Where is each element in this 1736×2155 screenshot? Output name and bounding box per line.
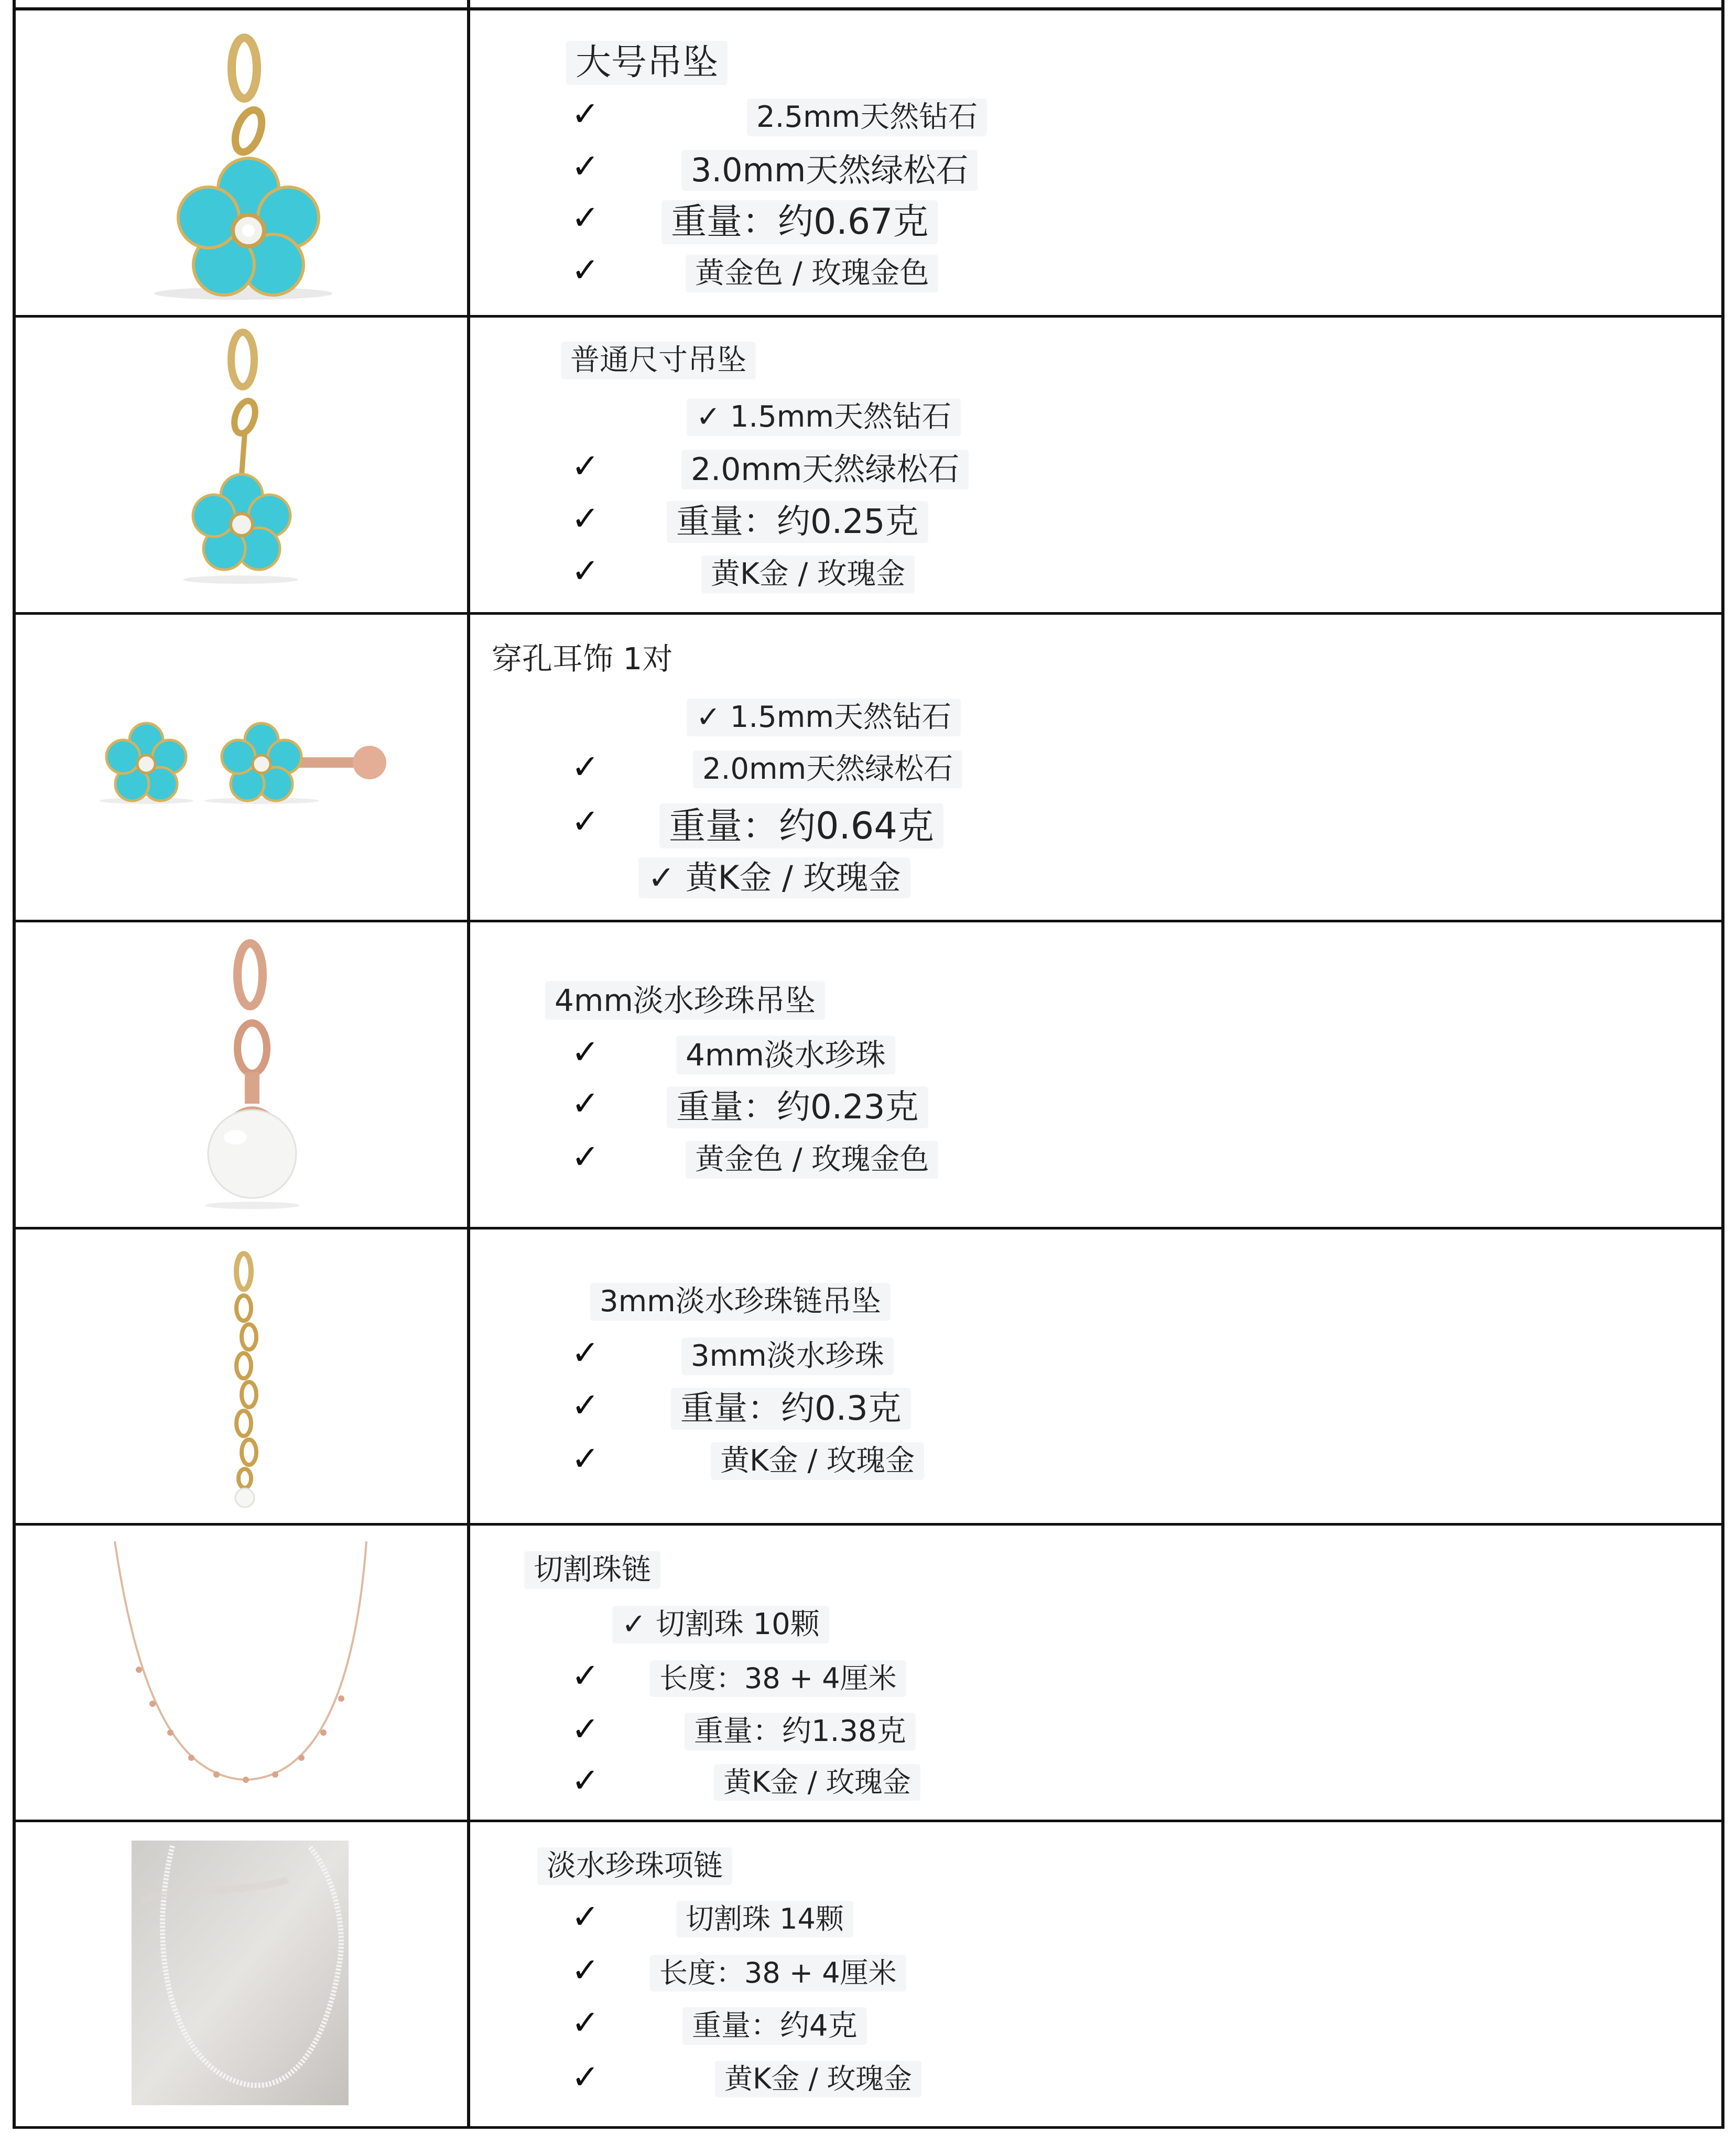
spec-item: 切割珠 14颗 <box>676 1901 853 1938</box>
cut-bead-chain-image <box>15 1526 467 1820</box>
check-icon: ✓ <box>571 1898 600 1936</box>
product-title: 大号吊坠 <box>566 41 728 85</box>
check-icon: ✓ <box>571 1033 600 1072</box>
pearl-necklace-photo <box>15 1822 467 2126</box>
spec-item: 3.0mm天然绿松石 <box>681 150 978 191</box>
spec-item: 重量：约0.67克 <box>661 200 938 244</box>
spec-item: 重量：约0.25克 <box>667 501 928 543</box>
check-icon: ✓ <box>571 552 600 591</box>
spec-item: 黄K金 / 玫瑰金 <box>714 1764 920 1801</box>
spec-item: 3mm淡水珍珠 <box>681 1337 894 1375</box>
spec-item: 重量：约0.64克 <box>659 803 943 848</box>
check-icon: ✓ <box>571 2004 600 2042</box>
product-image <box>15 1229 467 1523</box>
check-icon: ✓ <box>571 95 600 134</box>
spec-item: 2.0mm天然绿松石 <box>681 450 969 489</box>
product-image <box>15 318 467 612</box>
check-icon: ✓ <box>571 251 600 290</box>
check-icon: ✓ <box>571 447 600 486</box>
turquoise-flower-charm-small-image <box>15 318 467 612</box>
check-icon: ✓ <box>571 199 600 237</box>
product-title: 4mm淡水珍珠吊坠 <box>545 981 825 1020</box>
check-icon: ✓ <box>571 1138 600 1177</box>
spec-item: 重量：约0.3克 <box>671 1388 911 1430</box>
product-image <box>15 615 467 920</box>
spec-item: ✓ 1.5mm天然钻石 <box>687 699 961 736</box>
spec-item: 4mm淡水珍珠 <box>676 1036 895 1074</box>
row-divider <box>13 2126 1724 2129</box>
check-icon: ✓ <box>571 147 600 186</box>
check-icon: ✓ <box>571 748 600 787</box>
turquoise-stud-earrings-image <box>15 615 467 920</box>
product-image <box>15 922 467 1227</box>
spec-item: 2.0mm天然绿松石 <box>693 750 962 788</box>
column-divider <box>467 0 470 2129</box>
turquoise-flower-charm-image <box>15 10 467 315</box>
product-title: 切割珠链 <box>524 1551 660 1589</box>
pearl-chain-drop-image <box>15 1229 467 1523</box>
spec-item: 重量：约4克 <box>682 2007 867 2045</box>
spec-item: 黄K金 / 玫瑰金 <box>701 556 915 593</box>
check-icon: ✓ <box>571 499 600 538</box>
product-image <box>15 1822 467 2126</box>
product-title: 普通尺寸吊坠 <box>561 342 756 379</box>
spec-item: 重量：约1.38克 <box>685 1713 916 1750</box>
product-title: 3mm淡水珍珠链吊坠 <box>590 1283 891 1321</box>
spec-item: ✓ 切割珠 10颗 <box>612 1606 829 1644</box>
check-icon: ✓ <box>571 1951 600 1990</box>
spec-item: 长度：38 + 4厘米 <box>650 1955 906 1991</box>
product-image <box>15 10 467 315</box>
check-icon: ✓ <box>571 1761 600 1800</box>
spec-item: 黄金色 / 玫瑰金色 <box>686 1141 938 1179</box>
check-icon: ✓ <box>571 1440 600 1478</box>
table-border-right <box>1721 0 1724 2129</box>
spec-item: 2.5mm天然钻石 <box>747 99 987 136</box>
spec-item: 黄K金 / 玫瑰金 <box>715 2061 921 2097</box>
product-title: 穿孔耳饰 1对 <box>492 641 673 677</box>
spec-item: ✓ 1.5mm天然钻石 <box>687 398 961 436</box>
check-icon: ✓ <box>571 1334 600 1373</box>
pearl-charm-image <box>15 922 467 1227</box>
check-icon: ✓ <box>571 802 600 841</box>
spec-item: ✓ 黄K金 / 玫瑰金 <box>638 857 910 898</box>
check-icon: ✓ <box>571 1084 600 1123</box>
product-image <box>15 1526 467 1820</box>
spec-item: 长度：38 + 4厘米 <box>650 1660 906 1697</box>
check-icon: ✓ <box>571 1386 600 1425</box>
spec-item: 黄金色 / 玫瑰金色 <box>686 255 938 292</box>
check-icon: ✓ <box>571 2058 600 2097</box>
product-title: 淡水珍珠项链 <box>537 1847 732 1885</box>
spec-item: 黄K金 / 玫瑰金 <box>711 1442 924 1480</box>
check-icon: ✓ <box>571 1710 600 1749</box>
check-icon: ✓ <box>571 1657 600 1695</box>
spec-item: 重量：约0.23克 <box>667 1086 928 1128</box>
